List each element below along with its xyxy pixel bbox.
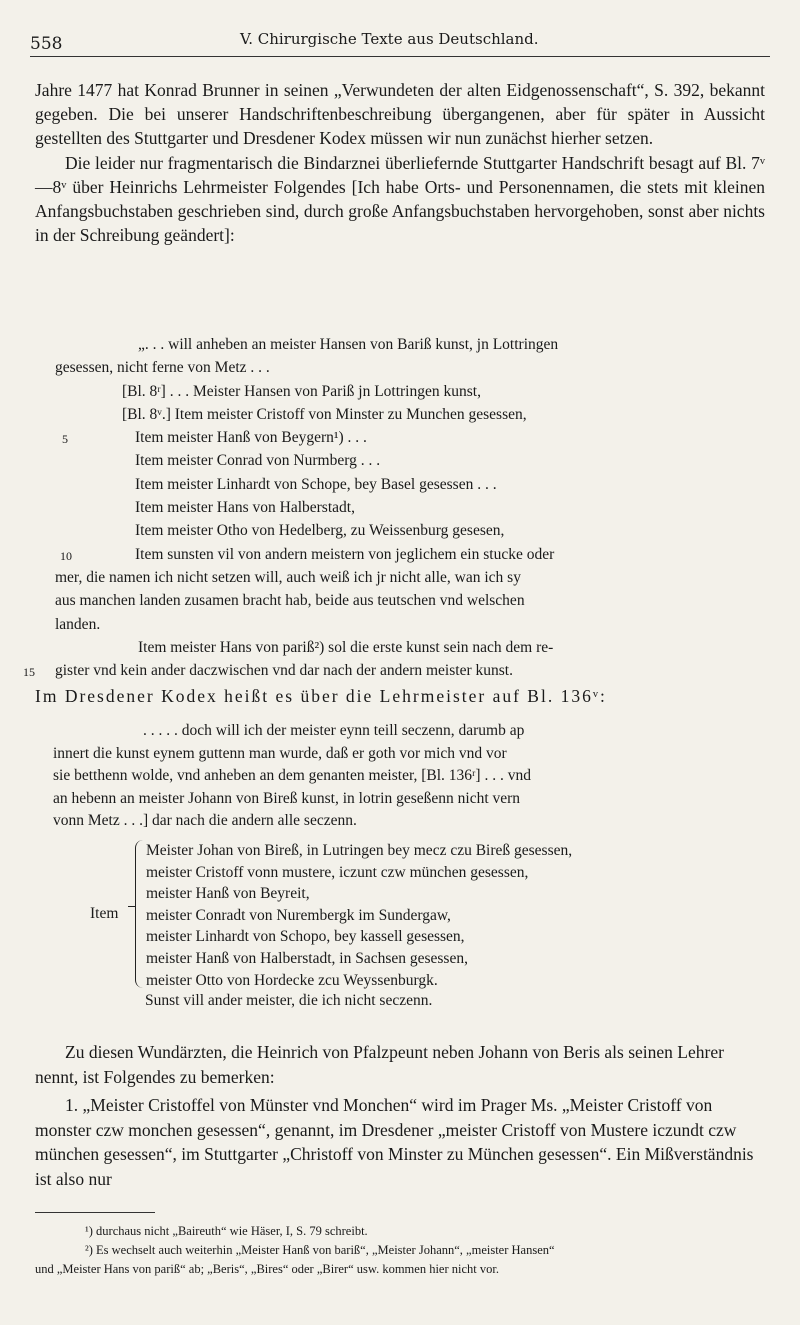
dresden-intro-text: Im Dresdener Kodex heißt es über die Lehrmeister auf Bl. 136ᵛ: xyxy=(35,686,607,706)
quote-line-text: Item sunsten vil von andern meistern von jeglichem ein stucke oder xyxy=(135,545,555,563)
intro-text xyxy=(35,78,765,247)
quote-line: sie betthenn wolde, vnd anheben an dem genanten meister, [Bl. 136ʳ] . . . vnd xyxy=(53,767,531,784)
conclusion-paragraph-1: Zu diesen Wundärzten, die Heinrich von Pfalzpeunt neben Johann von Beris als seinen Lehrer nennt, ist Folgendes zu bemerken: xyxy=(35,1042,724,1087)
quote-line-text: Item meister Hanß von Beygern¹) . . . xyxy=(135,429,367,447)
quote-line: Item meister Hans von pariß²) sol die erste kunst sein nach dem re- xyxy=(138,638,554,656)
quote-line: aus manchen landen zusamen bracht hab, beide aus teutschen vnd welschen xyxy=(55,592,525,610)
list-item: meister Cristoff vonn mustere, iczunt czw münchen gesessen, xyxy=(146,863,529,881)
master-list-lines xyxy=(146,840,786,991)
footnote-rule xyxy=(35,1212,155,1213)
line-number: 5 xyxy=(62,432,68,447)
quote-line: innert die kunst eynem guttenn man wurde, daß er goth vor mich vnd vor xyxy=(53,744,507,762)
footnote-2-line-2: und „Meister Hans von pariß“ ab; „Beris“, „Bires“ oder „Birer“ usw. kommen hier nicht vor. xyxy=(35,1262,499,1276)
quote-line: Item meister Conrad von Nurmberg . . . xyxy=(135,452,381,470)
quote-line-text: gister vnd kein ander daczwischen vnd dar nach der andern meister kunst. xyxy=(55,662,513,680)
list-item: meister Conradt von Nurembergk im Sundergaw, xyxy=(146,906,451,924)
intro-paragraph-1: Jahre 1477 hat Konrad Brunner in seinen „Verwundeten der alten Eidgenossenschaft“, S. 392, bekannt gegeben. Die bei unserer Handschriftenbeschreibung übergangenen, aber für später in Aussicht gestellten des Stuttgarter und Dresdener Kodex müssen wir nun zunächst hierher setzen. xyxy=(35,80,765,149)
page-number: 558 xyxy=(30,34,63,54)
quote-line: an hebenn an meister Johann von Bireß kunst, in lotrin geseßenn nicht vern xyxy=(53,789,521,807)
quote-line: Item meister Linhardt von Schope, bey Basel gesessen . . . xyxy=(135,475,497,493)
footnote-1: ¹) durchaus nicht „Baireuth“ wie Häser, I, S. 79 schreibt. xyxy=(85,1224,368,1238)
list-item: meister Otto von Hordecke zcu Weyssenburgk. xyxy=(146,971,438,989)
quote-line: mer, die namen ich nicht setzen will, auch weiß ich jr nicht alle, wan ich sy xyxy=(55,568,521,586)
list-closing: Sunst vill ander meister, die ich nicht seczenn. xyxy=(145,992,433,1009)
quote-line: . . . . . doch will ich der meister eynn teill seczenn, darumb ap xyxy=(143,722,525,739)
quote-line: gesessen, nicht ferne von Metz . . . xyxy=(55,359,270,377)
footnotes xyxy=(35,1222,775,1279)
quote-line: landen. xyxy=(55,615,101,633)
quote-line xyxy=(60,543,765,566)
quote-line: „. . . will anheben an meister Hansen von Bariß kunst, jn Lottringen xyxy=(138,336,559,353)
quote-line: Item meister Otho von Hedelberg, zu Weissenburg gesesen, xyxy=(135,522,505,540)
quote-line: vonn Metz . . .] dar nach die andern alle seczenn. xyxy=(53,812,357,829)
dresden-intro xyxy=(35,684,765,708)
header-rule xyxy=(30,56,770,57)
list-item: meister Linhardt von Schopo, bey kassell gesessen, xyxy=(146,928,465,946)
quote-line xyxy=(62,426,765,449)
list-item: meister Hanß von Halberstadt, in Sachsen gesessen, xyxy=(146,949,468,967)
curly-brace xyxy=(135,840,144,988)
quote-line: Item meister Hans von Halberstadt, xyxy=(135,499,355,517)
quote-line xyxy=(23,659,765,682)
list-item: Meister Johan von Bireß, in Lutringen bey mecz czu Bireß gesessen, xyxy=(146,842,573,859)
conclusion-paragraph-2: 1. „Meister Cristoffel von Münster vnd Monchen“ wird im Prager Ms. „Meister Cristoff von monster czw monchen gesessen“, genannt, im Dresdener „meister Cristoff von Mustere iczundt czw münchen gesessen“, im Stuttgarter „Christoff von Minster zu München gesessen“. Ein Mißverständnis ist also nur xyxy=(35,1095,754,1189)
intro-paragraph-2: Die leider nur fragmentarisch die Bindarznei überliefernde Stuttgarter Handschrift besagt auf Bl. 7ᵛ—8ᵛ über Heinrichs Lehrmeister Folgendes [Ich habe Orts- und Personennamen, die stets mit kleinen Anfangsbuchstaben geschrieben sind, durch große Anfangsbuchstaben hervorgehoben, sonst aber nichts in der Schreibung geändert]: xyxy=(35,152,765,246)
quote-line: [Bl. 8ᵛ.] Item meister Cristoff von Minster zu Munchen gesessen, xyxy=(122,405,527,423)
stuttgart-quote xyxy=(23,333,765,682)
list-item: meister Hanß von Beyreit, xyxy=(146,885,310,903)
line-number: 10 xyxy=(60,548,72,563)
quote-line: [Bl. 8ʳ] . . . Meister Hansen von Pariß jn Lottringen kunst, xyxy=(122,382,481,400)
brace-tip xyxy=(128,906,136,907)
master-list xyxy=(90,840,780,1020)
item-label: Item xyxy=(90,905,119,922)
conclusion-text xyxy=(35,1040,765,1191)
dresden-quote xyxy=(53,720,778,833)
footnote-2-line-1: ²) Es wechselt auch weiterhin „Meister Hanß von barіß“, „Meister Johann“, „meister Hansen“ xyxy=(85,1243,555,1257)
running-title: V. Chirurgische Texte aus Deutschland. xyxy=(240,30,539,48)
line-number: 15 xyxy=(23,665,35,680)
page-header xyxy=(30,30,770,60)
